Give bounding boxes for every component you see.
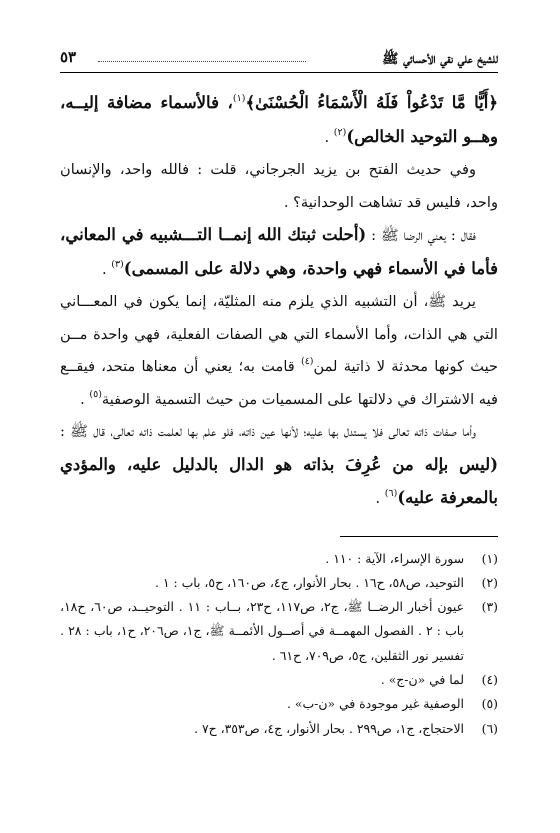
text-run: . — [375, 490, 385, 507]
paragraph — [60, 87, 498, 154]
footnote-number: (٤) — [481, 671, 498, 687]
text-run: وأما صفات ذاته تعالى فلا يستدل بها عليه؛ لأنها عين ذاته، فلو علم بها لعلمت ذاته تعالى، قال ﷺ : — [60, 423, 477, 440]
footnote-item — [60, 547, 498, 571]
dotted-leader — [98, 61, 306, 62]
footnote-item — [60, 717, 498, 741]
text-run: . — [324, 128, 334, 146]
footnote-marker: (١) — [232, 93, 246, 104]
paragraph — [60, 154, 498, 219]
footnote-marker: (٢) — [333, 126, 347, 138]
text-run: يريد ﷺ، أن التشبيه الذي يلزم منه المثليّة، إنما يكون في المعـــاني التي هي الذات، وأما الأسماء التي هي الصفات الفعلية، فهي واحدة مــن حيث كونها محدثة لا ذاتية لمن — [60, 293, 498, 375]
footnote-marker: (٣) — [111, 258, 124, 270]
footnote-number: (٥) — [481, 696, 498, 712]
footnote-item — [60, 692, 498, 716]
text-run: . — [80, 390, 90, 408]
footnote-marker: (٤) — [300, 356, 314, 367]
running-title: للشيخ علي نقي الأحسائي ﷺ — [382, 51, 498, 67]
quoted-text: (ليس بإله من عُرِفَ بذاته هو الدال بالدليل عليه، والمؤدي بالمعرفة عليه) — [60, 454, 498, 507]
footnote-item — [60, 571, 498, 595]
paragraph — [60, 416, 498, 516]
quoted-text: ) — [346, 126, 355, 146]
paragraph — [60, 286, 498, 416]
text-run: وفي حديث الفتح بن يزيد الجرجاني، قلت : فالله واحد، والإنسان واحد، فليس قد تشاهت الوحدانية؟ . — [60, 161, 498, 211]
footnote-text: الوصفية غير موجودة في «ن-ب» . — [287, 696, 464, 712]
footnote-marker: (٥) — [89, 388, 102, 400]
footnote-text: التوحيد، ص٥٨، ح١٦ . بحار الأنوار، ج٤، ص١٦٠، ح٥، باب : ١ . — [154, 574, 464, 590]
footnote-number: (٦) — [481, 720, 498, 736]
footnote-number: (٢) — [481, 574, 498, 590]
paragraph — [60, 219, 498, 286]
page-number: ٥٣ — [60, 48, 77, 66]
quoted-text: ، فالأسماء مضافة إليــه، وهــو التوحيد الخالص — [60, 93, 498, 146]
text-run: . — [101, 260, 112, 278]
footnote-text: عيون أخبار الرضــا ﷺ، ج٢، ص١١٧، ح٢٣، بــاب : ١١ . التوحيــد، ص٦٠، ح١٨، باب : ٢ . الفصول المهمــة في أصــول الأئمــة ﷺ، ج١، ص٢٠٦، ح١، باب : ٢٨ . تفسير نور الثقلين، ج٥، ص٧٠٩، ح٦١ . — [60, 599, 465, 663]
footnote-marker: (٦) — [384, 488, 398, 499]
footnote-number: (٣) — [481, 599, 498, 615]
footnote-separator — [340, 536, 498, 537]
text-run: فقال : يعني الرضا ﷺ : — [366, 227, 476, 244]
footnote-text: لما في «ن-ج» . — [380, 671, 464, 687]
footnote-text: سورة الإسراء، الآية : ١١٠ . — [325, 550, 464, 566]
text-run: قامت به؛ يعني أن معناها متحد، فيقــع فيه الاشتراك في دلالتها على المسميات من حيث التسمية الوصفية — [60, 358, 498, 408]
quoted-text: ﴿أَيًّا مَّا تَدْعُواْ فَلَهُ الْأَسْمَاءُ الْحُسْنَىٰ﴾ — [245, 93, 499, 112]
footnote-text: الاحتجاج، ج١، ص٢٩٩ . بحار الأنوار، ج٤، ص٣٥٣، ح٧ . — [194, 720, 464, 736]
footnote-number: (١) — [481, 550, 498, 566]
footnotes — [60, 547, 498, 741]
quoted-text: (أحلت ثبتك الله إنمــا التـــشبيه في المعاني، فأما في الأسماء فهي واحدة، وهي دلالة على المسمى) — [60, 225, 498, 278]
page-header — [60, 50, 498, 73]
body-text — [60, 87, 498, 516]
footnote-item — [60, 595, 498, 668]
footnote-item — [60, 668, 498, 692]
